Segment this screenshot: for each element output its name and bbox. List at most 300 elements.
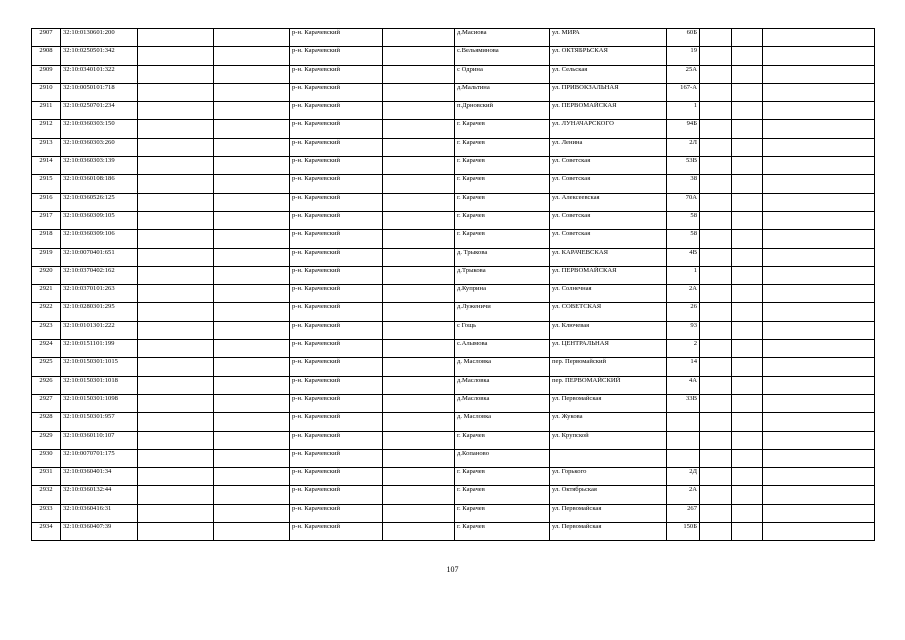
cell-district: р-н. Карачевский	[290, 486, 383, 504]
registry-table	[31, 28, 875, 541]
cell-cadastral-number: 32:10:0070401:651	[61, 248, 138, 266]
cell-locality: д.Трыкова	[455, 266, 550, 284]
cell-empty	[383, 138, 455, 156]
cell-district: р-н. Карачевский	[290, 138, 383, 156]
table-row	[32, 138, 875, 156]
cell-street: ул. Октябрьская	[550, 486, 667, 504]
cell-locality: г. Карачев	[455, 157, 550, 175]
cell-empty	[732, 486, 763, 504]
cell-locality: г. Карачев	[455, 486, 550, 504]
cell-empty	[214, 431, 290, 449]
cell-locality: г. Карачев	[455, 431, 550, 449]
cell-district: р-н. Карачевский	[290, 65, 383, 83]
cell-cadastral-number: 32:10:0101301:222	[61, 321, 138, 339]
cell-empty	[763, 358, 875, 376]
cell-empty	[214, 413, 290, 431]
cell-empty	[732, 29, 763, 47]
cell-cadastral-number: 32:10:0360416:31	[61, 504, 138, 522]
table-row	[32, 523, 875, 541]
cell-house: 167-А	[667, 83, 700, 101]
cell-empty	[763, 321, 875, 339]
cell-empty	[700, 486, 732, 504]
cell-number: 2925	[32, 358, 61, 376]
cell-district: р-н. Карачевский	[290, 175, 383, 193]
cell-district: р-н. Карачевский	[290, 120, 383, 138]
cell-empty	[138, 193, 214, 211]
cell-number: 2916	[32, 193, 61, 211]
cell-empty	[763, 120, 875, 138]
cell-cadastral-number: 32:10:0360407:39	[61, 523, 138, 541]
cell-empty	[383, 449, 455, 467]
cell-number: 2923	[32, 321, 61, 339]
cell-street: ул. ПЕРВОМАЙСКАЯ	[550, 266, 667, 284]
cell-empty	[138, 340, 214, 358]
cell-number: 2930	[32, 449, 61, 467]
cell-empty	[763, 340, 875, 358]
table-row	[32, 175, 875, 193]
cell-street: ул. Советская	[550, 175, 667, 193]
cell-street: ул. СОВЕТСКАЯ	[550, 303, 667, 321]
cell-empty	[383, 376, 455, 394]
cell-number: 2924	[32, 340, 61, 358]
cell-empty	[383, 486, 455, 504]
cell-empty	[732, 431, 763, 449]
cell-cadastral-number: 32:10:0360526:125	[61, 193, 138, 211]
cell-street: ул. Советская	[550, 157, 667, 175]
cell-house: 1	[667, 102, 700, 120]
cell-empty	[763, 248, 875, 266]
cell-district: р-н. Карачевский	[290, 413, 383, 431]
cell-empty	[700, 120, 732, 138]
cell-cadastral-number: 32:10:0370101:263	[61, 285, 138, 303]
table-row	[32, 358, 875, 376]
cell-locality: г. Карачев	[455, 138, 550, 156]
cell-empty	[383, 523, 455, 541]
cell-empty	[138, 449, 214, 467]
cell-house: 14	[667, 358, 700, 376]
cell-house: 94Б	[667, 120, 700, 138]
cell-street: пер. Первомайский	[550, 358, 667, 376]
cell-locality: д. Масловка	[455, 413, 550, 431]
cell-empty	[763, 523, 875, 541]
cell-cadastral-number: 32:10:0360303:150	[61, 120, 138, 138]
cell-empty	[732, 468, 763, 486]
table-row	[32, 340, 875, 358]
cell-empty	[700, 230, 732, 248]
table-row	[32, 285, 875, 303]
cell-street: ул. ЦЕНТРАЛЬНАЯ	[550, 340, 667, 358]
cell-street: ул. ПЕРВОМАЙСКАЯ	[550, 102, 667, 120]
cell-locality: с.Алымова	[455, 340, 550, 358]
cell-locality: г. Карачев	[455, 504, 550, 522]
cell-district: р-н. Карачевский	[290, 394, 383, 412]
cell-house: 150Б	[667, 523, 700, 541]
cell-street: ул. Первомайская	[550, 523, 667, 541]
cell-locality: д.Куприна	[455, 285, 550, 303]
cell-empty	[138, 120, 214, 138]
cell-locality: д.Мальтина	[455, 83, 550, 101]
cell-empty	[763, 193, 875, 211]
cell-district: р-н. Карачевский	[290, 211, 383, 229]
cell-cadastral-number: 32:10:0250701:234	[61, 102, 138, 120]
cell-empty	[214, 523, 290, 541]
cell-house	[667, 449, 700, 467]
cell-number: 2929	[32, 431, 61, 449]
cell-number: 2909	[32, 65, 61, 83]
cell-empty	[138, 321, 214, 339]
cell-street: ул. Крупской	[550, 431, 667, 449]
cell-empty	[138, 376, 214, 394]
cell-empty	[700, 285, 732, 303]
cell-empty	[700, 211, 732, 229]
cell-cadastral-number: 32:10:0360303:260	[61, 138, 138, 156]
cell-cadastral-number: 32:10:0360132:44	[61, 486, 138, 504]
cell-empty	[763, 65, 875, 83]
cell-empty	[383, 358, 455, 376]
cell-empty	[138, 175, 214, 193]
cell-empty	[383, 193, 455, 211]
table-row	[32, 504, 875, 522]
cell-empty	[700, 266, 732, 284]
cell-district: р-н. Карачевский	[290, 431, 383, 449]
cell-empty	[383, 211, 455, 229]
cell-empty	[214, 211, 290, 229]
cell-empty	[214, 120, 290, 138]
table-row	[32, 120, 875, 138]
table-row	[32, 102, 875, 120]
table-row	[32, 449, 875, 467]
cell-empty	[138, 303, 214, 321]
cell-house: 58	[667, 230, 700, 248]
cell-number: 2913	[32, 138, 61, 156]
cell-empty	[214, 285, 290, 303]
cell-locality: д.Копаново	[455, 449, 550, 467]
cell-empty	[732, 449, 763, 467]
cell-locality: с.Вельяминова	[455, 47, 550, 65]
cell-empty	[138, 211, 214, 229]
cell-empty	[763, 138, 875, 156]
cell-empty	[732, 65, 763, 83]
table-row	[32, 230, 875, 248]
cell-empty	[732, 358, 763, 376]
cell-empty	[763, 47, 875, 65]
cell-empty	[383, 248, 455, 266]
cell-cadastral-number: 32:10:0360110:107	[61, 431, 138, 449]
cell-empty	[732, 248, 763, 266]
cell-house: 38	[667, 175, 700, 193]
cell-empty	[383, 29, 455, 47]
cell-empty	[383, 47, 455, 65]
cell-empty	[763, 303, 875, 321]
cell-number: 2920	[32, 266, 61, 284]
cell-empty	[138, 504, 214, 522]
cell-empty	[138, 230, 214, 248]
cell-empty	[138, 285, 214, 303]
cell-empty	[763, 230, 875, 248]
cell-empty	[732, 138, 763, 156]
cell-empty	[700, 523, 732, 541]
cell-cadastral-number: 32:10:0360401:34	[61, 468, 138, 486]
cell-house: 58	[667, 211, 700, 229]
cell-street: ул. Советская	[550, 211, 667, 229]
cell-empty	[732, 175, 763, 193]
table-row	[32, 394, 875, 412]
cell-empty	[700, 193, 732, 211]
table-row	[32, 83, 875, 101]
cell-empty	[763, 211, 875, 229]
cell-empty	[138, 65, 214, 83]
cell-empty	[732, 504, 763, 522]
cell-cadastral-number: 32:10:0360303:139	[61, 157, 138, 175]
cell-empty	[700, 102, 732, 120]
cell-empty	[214, 340, 290, 358]
cell-empty	[700, 65, 732, 83]
cell-empty	[763, 431, 875, 449]
cell-empty	[383, 468, 455, 486]
cell-cadastral-number: 32:10:0050101:718	[61, 83, 138, 101]
cell-empty	[214, 266, 290, 284]
cell-empty	[732, 230, 763, 248]
cell-locality: г. Карачев	[455, 230, 550, 248]
cell-number: 2934	[32, 523, 61, 541]
cell-street: ул. ОКТЯБРЬСКАЯ	[550, 47, 667, 65]
cell-empty	[700, 47, 732, 65]
table-row	[32, 321, 875, 339]
cell-empty	[214, 468, 290, 486]
cell-house	[667, 413, 700, 431]
cell-empty	[383, 431, 455, 449]
cell-empty	[214, 65, 290, 83]
cell-number: 2911	[32, 102, 61, 120]
cell-empty	[138, 486, 214, 504]
cell-street: ул. Ленина	[550, 138, 667, 156]
cell-empty	[383, 321, 455, 339]
cell-empty	[214, 303, 290, 321]
cell-empty	[138, 468, 214, 486]
cell-number: 2918	[32, 230, 61, 248]
cell-number: 2914	[32, 157, 61, 175]
cell-number: 2919	[32, 248, 61, 266]
cell-empty	[700, 157, 732, 175]
cell-empty	[138, 413, 214, 431]
cell-empty	[763, 486, 875, 504]
cell-empty	[214, 83, 290, 101]
cell-empty	[383, 285, 455, 303]
cell-empty	[700, 431, 732, 449]
cell-empty	[763, 102, 875, 120]
cell-empty	[214, 449, 290, 467]
cell-empty	[214, 29, 290, 47]
cell-empty	[383, 340, 455, 358]
cell-district: р-н. Карачевский	[290, 449, 383, 467]
cell-empty	[763, 504, 875, 522]
cell-district: р-н. Карачевский	[290, 83, 383, 101]
cell-empty	[732, 523, 763, 541]
cell-empty	[214, 175, 290, 193]
cell-empty	[763, 285, 875, 303]
cell-house: 2А	[667, 285, 700, 303]
cell-cadastral-number: 32:10:0151101:199	[61, 340, 138, 358]
cell-house: 53В	[667, 157, 700, 175]
cell-empty	[700, 29, 732, 47]
cell-empty	[700, 468, 732, 486]
cell-district: р-н. Карачевский	[290, 230, 383, 248]
cell-street: ул. Сельская	[550, 65, 667, 83]
cell-cadastral-number: 32:10:0150301:957	[61, 413, 138, 431]
cell-empty	[763, 468, 875, 486]
cell-number: 2912	[32, 120, 61, 138]
cell-empty	[732, 266, 763, 284]
cell-empty	[732, 120, 763, 138]
cell-locality: д.Масловка	[455, 376, 550, 394]
cell-empty	[138, 157, 214, 175]
cell-empty	[138, 47, 214, 65]
cell-house: 33В	[667, 394, 700, 412]
cell-empty	[700, 138, 732, 156]
cell-cadastral-number: 32:10:0370402:162	[61, 266, 138, 284]
table-row	[32, 47, 875, 65]
cell-empty	[138, 358, 214, 376]
cell-district: р-н. Карачевский	[290, 47, 383, 65]
cell-street: ул. Ключевая	[550, 321, 667, 339]
cell-empty	[214, 47, 290, 65]
cell-house: 2Д	[667, 468, 700, 486]
cell-district: р-н. Карачевский	[290, 468, 383, 486]
cell-number: 2932	[32, 486, 61, 504]
cell-empty	[214, 394, 290, 412]
cell-locality: с Одрина	[455, 65, 550, 83]
page-number: 107	[446, 565, 459, 574]
cell-empty	[700, 358, 732, 376]
cell-house: 4В	[667, 248, 700, 266]
cell-locality: п.Дрновский	[455, 102, 550, 120]
cell-empty	[700, 449, 732, 467]
cell-district: р-н. Карачевский	[290, 285, 383, 303]
cell-street: ул. ПРИВОКЗАЛЬНАЯ	[550, 83, 667, 101]
cell-district: р-н. Карачевский	[290, 266, 383, 284]
cell-empty	[700, 83, 732, 101]
cell-number: 2922	[32, 303, 61, 321]
cell-empty	[383, 504, 455, 522]
cell-cadastral-number: 32:10:0130601:200	[61, 29, 138, 47]
cell-empty	[138, 394, 214, 412]
cell-empty	[700, 504, 732, 522]
cell-number: 2908	[32, 47, 61, 65]
cell-empty	[383, 394, 455, 412]
cell-empty	[763, 266, 875, 284]
cell-number: 2921	[32, 285, 61, 303]
table-row	[32, 266, 875, 284]
cell-locality: с Гощь	[455, 321, 550, 339]
cell-empty	[732, 83, 763, 101]
cell-empty	[732, 102, 763, 120]
cell-locality: д.Луженичи	[455, 303, 550, 321]
cell-locality: г. Карачев	[455, 523, 550, 541]
cell-house: 2	[667, 340, 700, 358]
cell-empty	[732, 303, 763, 321]
cell-empty	[138, 248, 214, 266]
cell-empty	[732, 47, 763, 65]
cell-empty	[214, 504, 290, 522]
cell-empty	[763, 29, 875, 47]
cell-empty	[763, 394, 875, 412]
table-row	[32, 303, 875, 321]
cell-empty	[763, 449, 875, 467]
cell-house: 60Б	[667, 29, 700, 47]
cell-street: ул. МИРА	[550, 29, 667, 47]
cell-empty	[763, 83, 875, 101]
cell-district: р-н. Карачевский	[290, 29, 383, 47]
cell-empty	[214, 138, 290, 156]
cell-number: 2927	[32, 394, 61, 412]
cell-street: ул. Первомайская	[550, 394, 667, 412]
table-row	[32, 248, 875, 266]
cell-empty	[214, 102, 290, 120]
cell-district: р-н. Карачевский	[290, 340, 383, 358]
cell-number: 2915	[32, 175, 61, 193]
table-row	[32, 486, 875, 504]
cell-empty	[763, 413, 875, 431]
table-body	[32, 29, 875, 541]
cell-house: 26	[667, 303, 700, 321]
cell-street: ул. Солнечная	[550, 285, 667, 303]
cell-empty	[700, 321, 732, 339]
cell-cadastral-number: 32:10:0340101:322	[61, 65, 138, 83]
cell-cadastral-number: 32:10:0150301:1015	[61, 358, 138, 376]
table-row	[32, 468, 875, 486]
cell-house: 70А	[667, 193, 700, 211]
cell-empty	[138, 523, 214, 541]
cell-empty	[700, 413, 732, 431]
cell-street: ул. Первомайская	[550, 504, 667, 522]
cell-empty	[138, 102, 214, 120]
cell-number: 2928	[32, 413, 61, 431]
cell-house	[667, 431, 700, 449]
cell-street: ул. Советская	[550, 230, 667, 248]
cell-street	[550, 449, 667, 467]
cell-locality: г. Карачев	[455, 211, 550, 229]
cell-cadastral-number: 32:10:0360108:186	[61, 175, 138, 193]
cell-empty	[700, 376, 732, 394]
table-row	[32, 29, 875, 47]
cell-empty	[383, 83, 455, 101]
cell-street: ул. КАРАЧЕВСКАЯ	[550, 248, 667, 266]
cell-street: ул. Жукова	[550, 413, 667, 431]
cell-cadastral-number: 32:10:0070701:175	[61, 449, 138, 467]
cell-empty	[383, 266, 455, 284]
cell-empty	[214, 376, 290, 394]
cell-empty	[138, 138, 214, 156]
cell-house: 2А	[667, 486, 700, 504]
cell-empty	[383, 120, 455, 138]
cell-locality: д. Трыкова	[455, 248, 550, 266]
table-row	[32, 211, 875, 229]
table-row	[32, 65, 875, 83]
cell-empty	[383, 303, 455, 321]
cell-empty	[700, 394, 732, 412]
cell-empty	[138, 83, 214, 101]
cell-cadastral-number: 32:10:0250501:342	[61, 47, 138, 65]
cell-empty	[763, 175, 875, 193]
cell-empty	[214, 358, 290, 376]
cell-empty	[383, 175, 455, 193]
cell-number: 2926	[32, 376, 61, 394]
cell-district: р-н. Карачевский	[290, 248, 383, 266]
cell-house: 25А	[667, 65, 700, 83]
cell-empty	[383, 102, 455, 120]
cell-empty	[138, 29, 214, 47]
cell-empty	[700, 340, 732, 358]
